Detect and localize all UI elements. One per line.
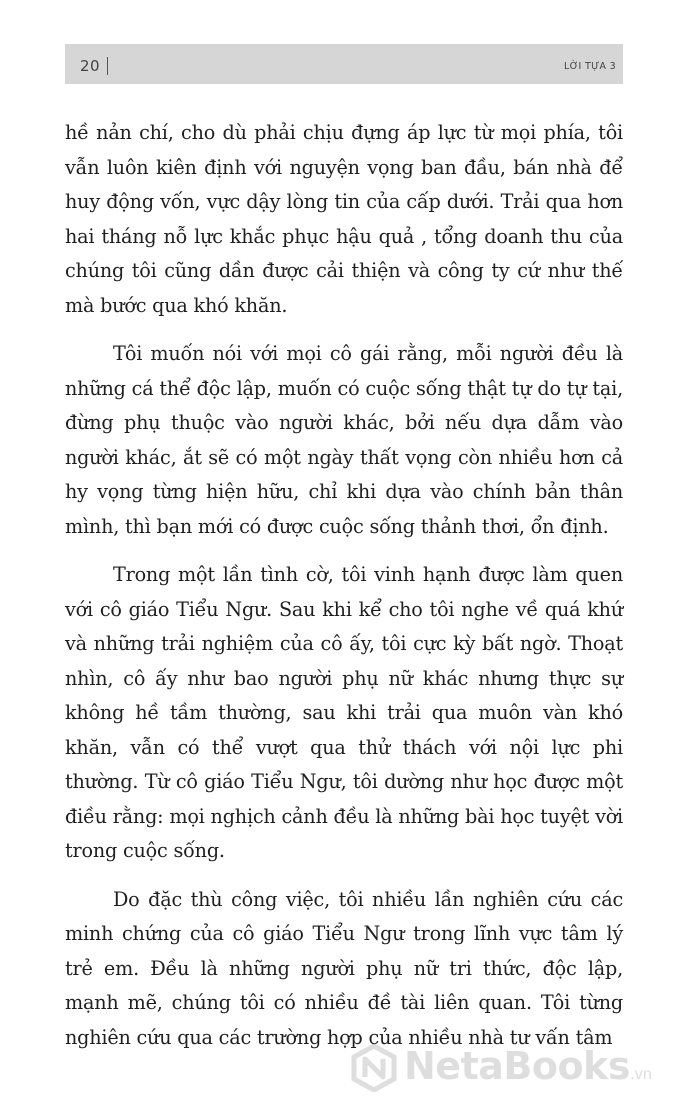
page-number: 20 — [80, 57, 101, 75]
running-head-title: LỜI TỰA 3 — [563, 61, 616, 72]
body-text — [65, 116, 623, 1069]
paragraph: Trong một lần tình cờ, tôi vinh hạnh được làm quen với cô giáo Tiểu Ngư. Sau khi kể cho tôi nghe về quá khứ và những trải nghiệm của cô ấy, tôi cực kỳ bất ngờ. Thoạt nhìn, cô ấy như bao người phụ nữ khác nhưng thực sự không hề tầm thường, sau khi trải qua muôn vàn khó khăn, vẫn có thể vượt qua thử thách với nội lực phi thường. Từ cô giáo Tiểu Ngư, tôi dường như học được một điều rằng: mọi nghịch cảnh đều là những bài học tuyệt vời trong cuộc sống. — [65, 563, 623, 862]
watermark-tld: .vn — [629, 1065, 652, 1083]
watermark — [350, 1038, 680, 1098]
header-divider — [107, 57, 108, 75]
paragraph: Tôi muốn nói với mọi cô gái rằng, mỗi người đều là những cá thể độc lập, muốn có cuộc sống thật tự do tự tại, đừng phụ thuộc vào người khác, bởi nếu dựa dẫm vào người khác, ắt sẽ có một ngày thất vọng còn nhiều hơn cả hy vọng từng hiện hữu, chỉ khi dựa vào chính bản thân mình, thì bạn mới có được cuộc sống thảnh thơi, ổn định. — [65, 342, 623, 538]
watermark-brand: NetaBooks.vn — [404, 1044, 652, 1088]
running-header-bar — [65, 44, 623, 84]
netabooks-logo-icon — [350, 1044, 398, 1092]
paragraph-continued: hề nản chí, cho dù phải chịu đựng áp lực từ mọi phía, tôi vẫn luôn kiên định với nguyện vọng ban đầu, bán nhà để huy động vốn, vực dậy lòng tin của cấp dưới. Trải qua hơn hai tháng nỗ lực khắc phục hậu quả , tổng doanh thu của chúng tôi cũng dần được cải thiện và công ty cứ như thế mà bước qua khó khăn. — [65, 121, 623, 317]
paragraph: Do đặc thù công việc, tôi nhiều lần nghiên cứu các minh chứng của cô giáo Tiểu Ngư trong lĩnh vực tâm lý trẻ em. Đều là những người phụ nữ tri thức, độc lập, mạnh mẽ, chúng tôi có nhiều đề tài liên quan. Tôi từng nghiên cứu qua các trường hợp của nhiều nhà tư vấn tâm — [65, 887, 623, 1049]
